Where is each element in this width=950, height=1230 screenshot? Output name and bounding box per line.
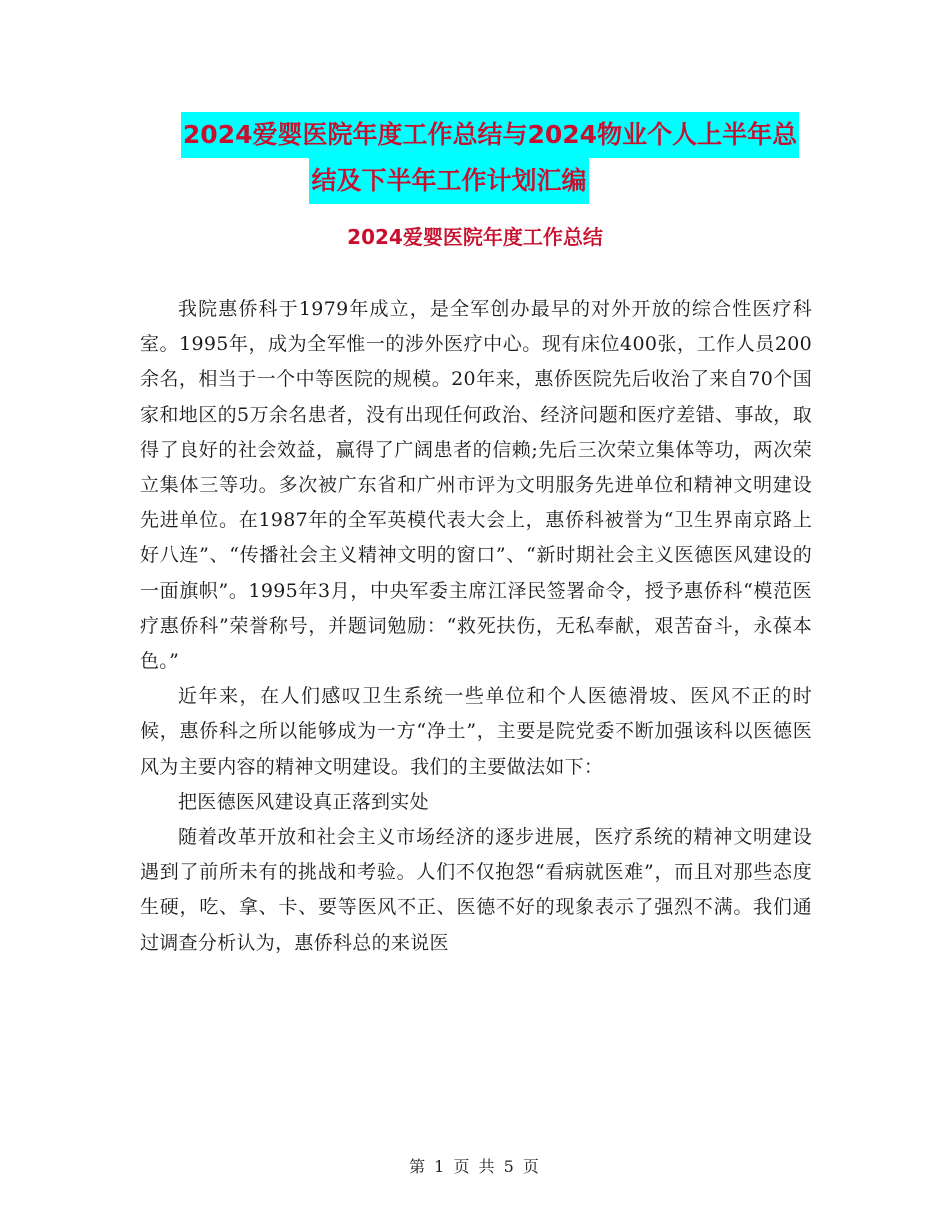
paragraph-1: 我院惠侨科于1979年成立，是全军创办最早的对外开放的综合性医疗科室。1995年，成为全军惟一的涉外医疗中心。现有床位400张，工作人员200余名，相当于一个中等医院的规模。20年来，惠侨医院先后收治了来自70个国家和地区的5万余名患者，没有出现任何政治、经济问题和医疗差错、事故，取得了良好的社会效益，赢得了广阔患者的信赖;先后三次荣立集体等功，两次荣立集体三等功。多次被广东省和广州市评为文明服务先进单位和精神文明建设先进单位。在1987年的全军英模代表大会上，惠侨科被誉为“卫生界南京路上好八连”、“传播社会主义精神文明的窗口”、“新时期社会主义医德医风建设的一面旗帜”。1995年3月，中央军委主席江泽民签署命令，授予惠侨科“模范医疗惠侨科”荣誉称号，并题词勉励：“救死扶伤，无私奉献，艰苦奋斗，永葆本色。” [140, 298, 812, 673]
document-title-line-2: 结及下半年工作计划汇编 [309, 158, 588, 204]
paragraph-4: 随着改革开放和社会主义市场经济的逐步进展，医疗系统的精神文明建设遇到了前所未有的挑战和考验。人们不仅抱怨“看病就医难”，而且对那些态度生硬，吃、拿、卡、要等医风不正、医德不好的现象表示了强烈不满。我们通过调查分析认为，惠侨科总的来说医 [140, 826, 812, 954]
paragraph-3-subheading: 把医德医风建设真正落到实处 [178, 790, 429, 813]
document-title [140, 112, 840, 204]
document-title-line-1: 2024爱婴医院年度工作总结与2024物业个人上半年总 [181, 112, 799, 158]
section-title: 2024爱婴医院年度工作总结 [347, 225, 603, 249]
document-body [140, 292, 812, 961]
page-number-footer: 第 1 页 共 5 页 [409, 1157, 541, 1176]
paragraph-2: 近年来，在人们感叹卫生系统一些单位和个人医德滑坡、医风不正的时候，惠侨科之所以能够成为一方“净土”，主要是院党委不断加强该科以医德医风为主要内容的精神文明建设。我们的主要做法如下： [140, 685, 812, 778]
